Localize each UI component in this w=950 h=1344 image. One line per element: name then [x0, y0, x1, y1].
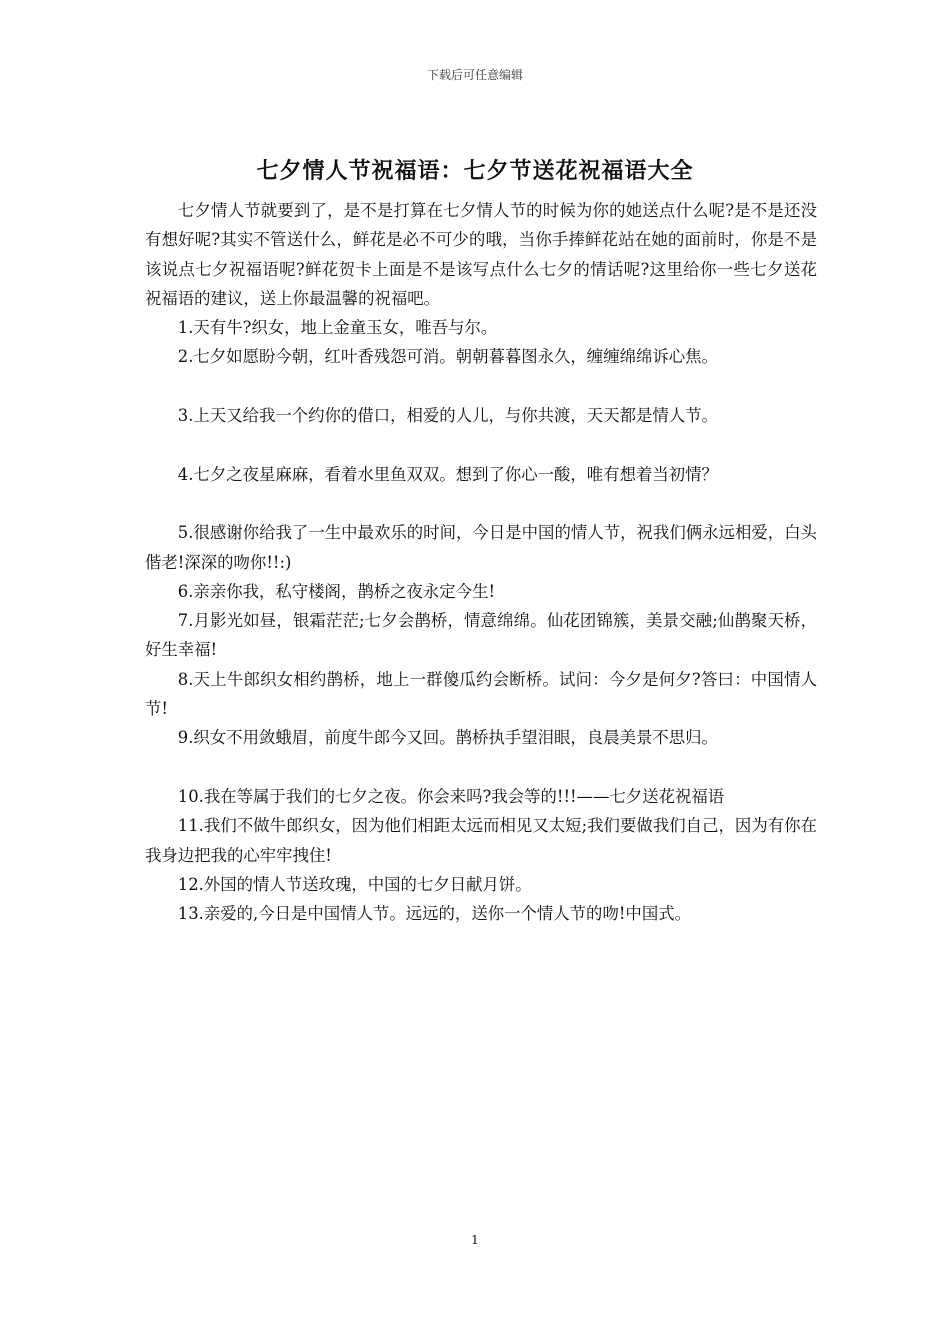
- greeting-item-1: 1.天有牛?织女，地上金童玉女，唯吾与尔。: [177, 318, 498, 338]
- blank-line: [145, 430, 817, 459]
- greeting-item-6: 6.亲亲你我，私守楼阁，鹊桥之夜永定今生!: [177, 581, 496, 601]
- greeting-item-3: 3.上天又给我一个约你的借口，相爱的人儿，与你共渡，天天都是情人节。: [177, 406, 718, 426]
- greeting-item-11: 11.我们不做牛郎织女，因为他们相距太远而相见又太短;我们要做我们自己，因为有你在我身边把我的心牢牢拽住!: [145, 816, 817, 865]
- greeting-item-9: 9.织女不用敛蛾眉，前度牛郎今又回。鹊桥执手望泪眼，良晨美景不思归。: [177, 728, 718, 748]
- greeting-item-10: 10.我在等属于我们的七夕之夜。你会来吗?我会等的!!!——七夕送花祝福语: [177, 786, 725, 806]
- blank-line: [145, 753, 817, 782]
- intro-paragraph: 七夕情人节就要到了，是不是打算在七夕情人节的时候为你的她送点什么呢?是不是还没有想好呢?其实不管送什么，鲜花是必不可少的哦，当你手捧鲜花站在她的面前时，你是不是该说点七夕祝福语呢?鲜花贺卡上面是不是该写点什么七夕的情话呢?这里给你一些七夕送花祝福语的建议，送上你最温馨的祝福吧。: [145, 201, 817, 308]
- greeting-item-8: 8.天上牛郎织女相约鹊桥，地上一群傻瓜约会断桥。试问：今夕是何夕?答曰：中国情人节!: [145, 669, 817, 719]
- document-title: 七夕情人节祝福语：七夕节送花祝福语大全: [256, 159, 694, 184]
- greeting-item-2: 2.七夕如愿盼今朝，红叶香残怨可消。朝朝暮暮图永久，缠缠绵绵诉心焦。: [177, 347, 718, 367]
- greeting-item-7: 7.月影光如昼，银霜茫茫;七夕会鹊桥，情意绵绵。仙花团锦簇，美景交融;仙鹊聚天桥，好生幸福!: [145, 611, 817, 660]
- blank-line: [145, 372, 817, 401]
- greeting-item-4: 4.七夕之夜星麻麻，看着水里鱼双双。想到了你心一酸，唯有想着当初情？: [177, 464, 718, 484]
- greeting-item-12: 12.外国的情人节送玫瑰，中国的七夕日献月饼。: [177, 874, 532, 894]
- greeting-item-13: 13.亲爱的,今日是中国情人节。远远的，送你一个情人节的吻!中国式。: [177, 904, 691, 924]
- blank-line: [145, 489, 817, 518]
- page-number: 1: [471, 1233, 479, 1247]
- document-body: [145, 196, 817, 928]
- page-header-note: 下载后可任意编辑: [426, 68, 523, 82]
- greeting-item-5: 5.很感谢你给我了一生中最欢乐的时间，今日是中国的情人节，祝我们俩永远相爱，白头偕老!深深的吻你!!:): [145, 523, 817, 572]
